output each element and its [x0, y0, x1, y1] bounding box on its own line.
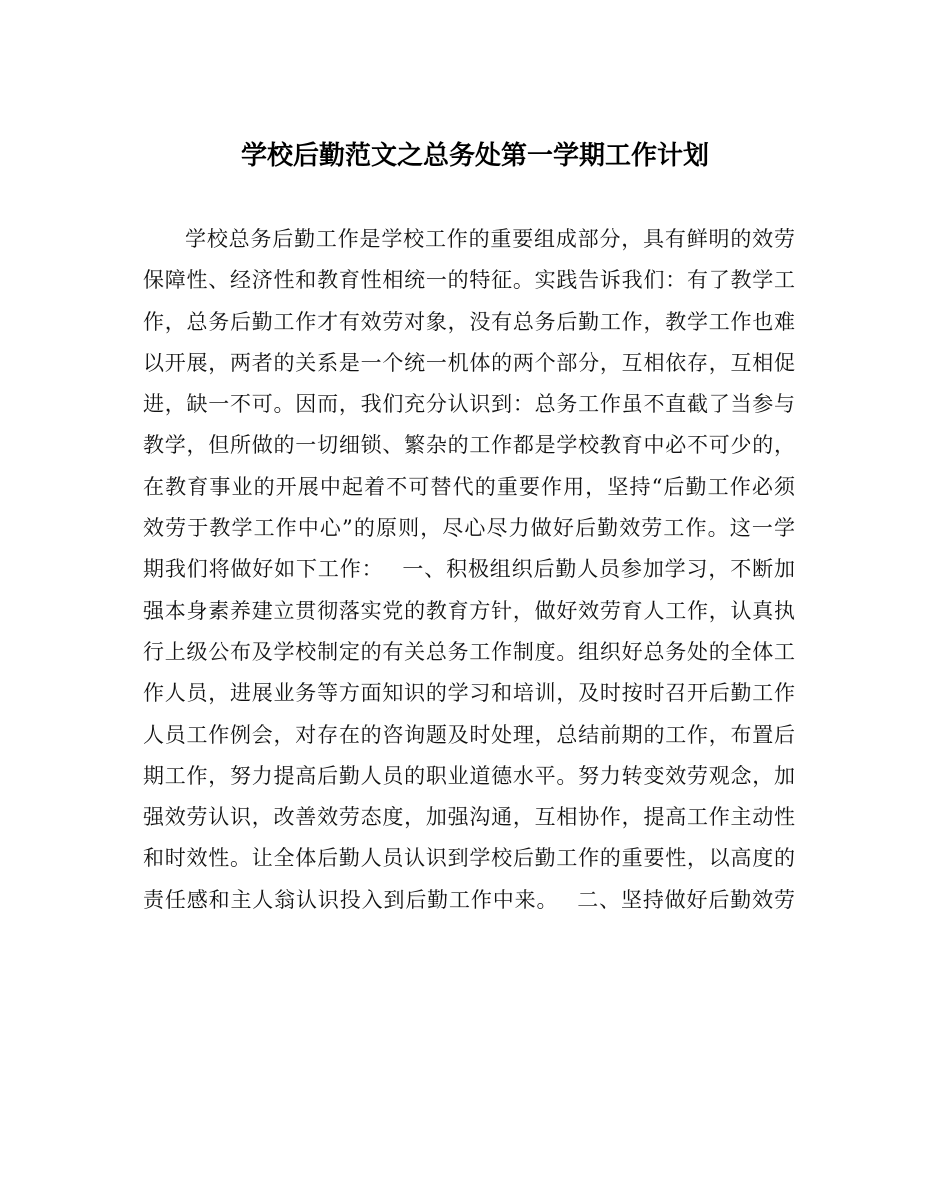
body-line: 和时效性。让全体后勤人员认识到学校后勤工作的重要性，以高度的: [143, 846, 795, 871]
body-line: 教学，但所做的一切细锁、繁杂的工作都是学校教育中必不可少的，: [143, 433, 795, 458]
body-line: 作，总务后勤工作才有效劳对象，没有总务后勤工作，教学工作也难: [143, 309, 795, 334]
body-line: 学校总务后勤工作是学校工作的重要组成部分，具有鲜明的效劳: [185, 227, 795, 251]
body-line: 人员工作例会，对存在的咨询题及时处理，总结前期的工作，布置后: [143, 722, 795, 747]
body-line: 以开展，两者的关系是一个统一机体的两个部分，互相依存，互相促: [143, 350, 795, 375]
body-line: 进，缺一不可。因而，我们充分认识到：总务工作虽不直截了当参与: [143, 392, 795, 417]
body-line: 责任感和主人翁认识投入到后勤工作中来。 二、坚持做好后勤效劳: [143, 887, 795, 912]
body-line: 保障性、经济性和教育性相统一的特征。实践告诉我们：有了教学工: [143, 268, 795, 293]
body-line: 强本身素养建立贯彻落实党的教育方针，做好效劳育人工作，认真执: [143, 598, 795, 623]
document-body: [143, 219, 795, 921]
body-line: 期我们将做好如下工作： 一、积极组织后勤人员参加学习，不断加: [143, 557, 795, 582]
body-line: 期工作，努力提高后勤人员的职业道德水平。努力转变效劳观念，加: [143, 763, 795, 788]
body-line: 作人员，进展业务等方面知识的学习和培训，及时按时召开后勤工作: [143, 681, 795, 706]
body-line: 在教育事业的开展中起着不可替代的重要作用，坚持“后勤工作必须: [143, 474, 795, 499]
body-line: 效劳于教学工作中心”的原则，尽心尽力做好后勤效劳工作。这一学: [143, 516, 795, 541]
body-line: 行上级公布及学校制定的有关总务工作制度。组织好总务处的全体工: [143, 639, 795, 664]
body-line: 强效劳认识，改善效劳态度，加强沟通，互相协作，提高工作主动性: [143, 805, 795, 830]
document-title: 学校后勤范文之总务处第一学期工作计划: [240, 141, 709, 171]
